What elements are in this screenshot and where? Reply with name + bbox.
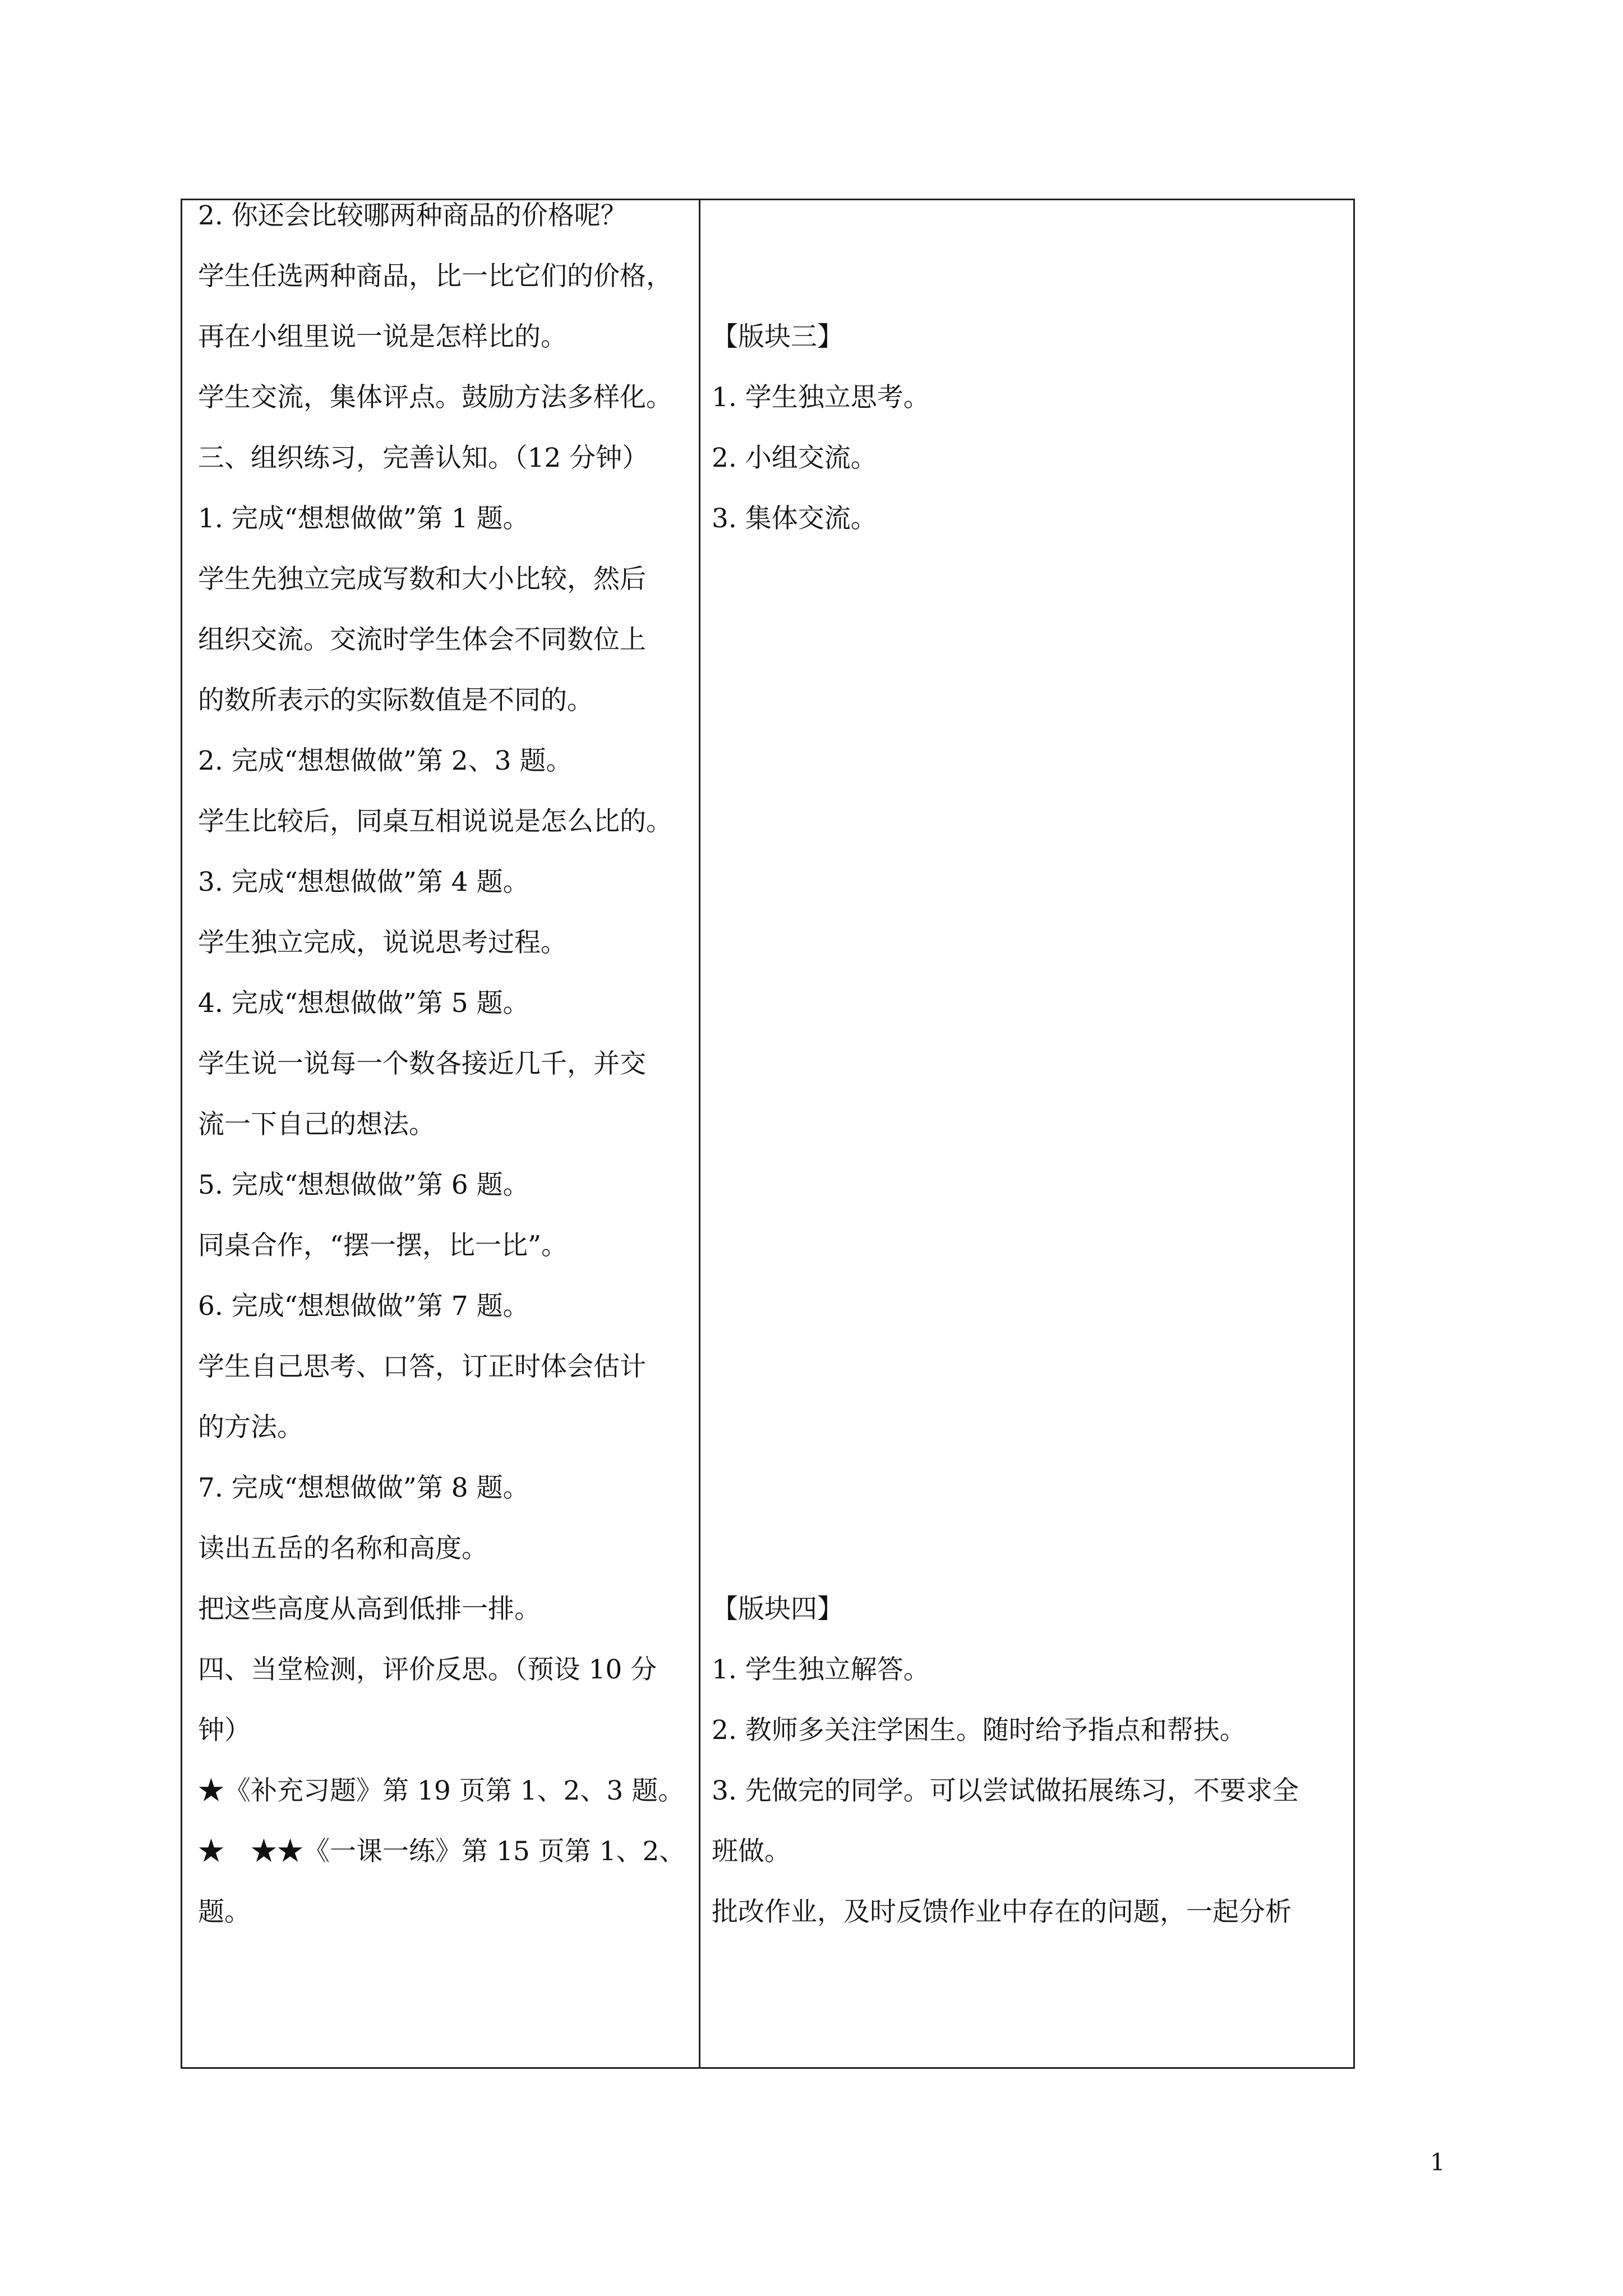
left-line: 7. 完成“想想做做”第 8 题。 [198,1473,529,1503]
teaching-process-column [182,200,700,2067]
right-line: 2. 教师多关注学困生。随时给予指点和帮扶。 [712,1715,1246,1746]
left-line: 3. 完成“想想做做”第 4 题。 [198,867,529,898]
right-line: 3. 集体交流。 [712,503,877,534]
left-line: 学生任选两种商品，比一比它们的价格， [198,261,672,292]
left-line: 组织交流。交流时学生体会不同数位上 [198,624,646,655]
right-line: 【版块三】 [712,321,843,352]
left-line: 四、当堂检测，评价反思。（预设 10 分 [198,1654,657,1685]
right-line: 1. 学生独立思考。 [712,382,930,413]
lesson-table [181,199,1355,2069]
left-line: 再在小组里说一说是怎样比的。 [198,321,567,352]
left-line: 1. 完成“想想做做”第 1 题。 [198,503,529,534]
left-line: 把这些高度从高到低排一排。 [198,1594,541,1625]
right-line: 【版块四】 [712,1594,843,1625]
left-line: 5. 完成“想想做做”第 6 题。 [198,1170,529,1200]
left-line: 4. 完成“想想做做”第 5 题。 [198,988,529,1019]
right-line: 班做。 [712,1836,791,1867]
left-line: ★ ★★《一课一练》第 15 页第 1、2、 [198,1836,686,1867]
page-number: 1 [1430,2148,1445,2176]
left-line: 学生自己思考、口答，订正时体会估计 [198,1351,646,1382]
left-line: 的方法。 [198,1412,303,1443]
right-line: 2. 小组交流。 [712,443,877,473]
left-line: 2. 你还会比较哪两种商品的价格呢？ [198,200,627,231]
left-line: 题。 [198,1897,251,1927]
left-line: 同桌合作，“摆一摆，比一比”。 [198,1230,568,1261]
left-line: 2. 完成“想想做做”第 2、3 题。 [198,746,573,776]
left-line: 6. 完成“想想做做”第 7 题。 [198,1291,529,1322]
left-line: 读出五岳的名称和高度。 [198,1533,488,1564]
left-line: 学生先独立完成写数和大小比较，然后 [198,564,646,595]
right-line: 1. 学生独立解答。 [712,1654,930,1685]
left-line: 学生说一说每一个数各接近几千，并交 [198,1048,646,1079]
design-notes-column [700,200,1353,2067]
right-line: 3. 先做完的同学。可以尝试做拓展练习，不要求全 [712,1775,1299,1806]
left-line: 学生交流，集体评点。鼓励方法多样化。 [198,382,672,413]
left-line: 学生比较后，同桌互相说说是怎么比的。 [198,806,672,837]
left-line: 三、组织练习，完善认知。（12 分钟） [198,443,649,473]
left-line: 钟） [198,1715,251,1746]
left-line: 的数所表示的实际数值是不同的。 [198,685,593,716]
left-line: 流一下自己的想法。 [198,1109,435,1140]
left-line: ★《补充习题》第 19 页第 1、2、3 题。 [198,1775,685,1806]
left-line: 学生独立完成，说说思考过程。 [198,927,567,958]
right-line: 批改作业，及时反馈作业中存在的问题，一起分析 [712,1897,1292,1927]
